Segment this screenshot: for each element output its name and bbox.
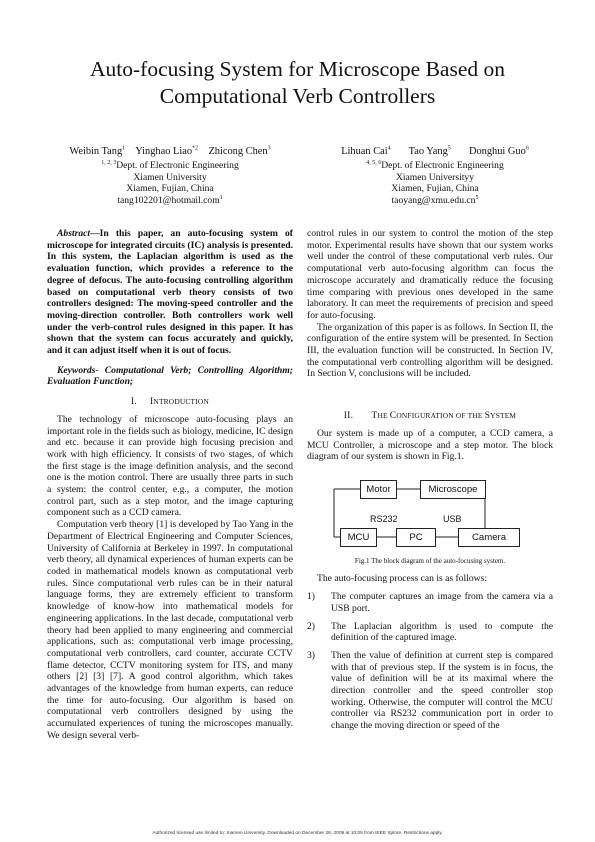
- right-column: [307, 228, 553, 738]
- mcu-box: MCU: [340, 528, 377, 547]
- affiliation-univ: Xiamen Universityy: [395, 171, 475, 183]
- intro-paragraph-1: The technology of microscope auto-focusing plays an important role in the fields such as biology, medicine, IC design and etc. because it can provide high focusing precision and work with high efficiency. It consists of two stages, of which the first stage is the image definition analysis, and the second one is the motion control. There are usually three parts in such a system: the control center, e.g., a computer, the motion control part, such as a step motor, and the image capturing component such as a CCD camera.: [47, 413, 293, 519]
- author-name: Yinghao Liao: [135, 146, 193, 157]
- list-item: 3) Then the value of definition at current step is compared with that of previous step. If the system is in focus, the value of definition will be at its maximal where the direction controller and the speed controller stop working. Otherwise, the computer will control the MCU controller via RS232 communication port in order to change the moving direction or speed of the: [307, 649, 553, 732]
- camera-box: Camera: [458, 528, 520, 547]
- author-name: Donghui Guo: [468, 146, 526, 157]
- config-paragraph: Our system is made up of a computer, a CCD camera, a MCU Controller, a microscope and a step motor. The block diagram of our system is shown in Fig.1.: [307, 427, 553, 463]
- author-name: Weibin Tang: [69, 146, 123, 157]
- list-item: 2) The Laplacian algorithm is used to compute the definition of the captured image.: [307, 620, 553, 644]
- author-block-right: [305, 146, 565, 206]
- author-block-left: [40, 146, 300, 206]
- block-diagram: [330, 469, 530, 553]
- title-line-2: Computational Verb Controllers: [159, 84, 436, 108]
- affiliation-city: Xiamen, Fujian, China: [391, 183, 479, 195]
- affiliation-dept: $^{4, 5, 6}$Dept. of Electronic Engineering: [366, 159, 504, 171]
- ieee-footer: Authorized licensed use limited to: Xiamen University. Downloaded on December 28, 2009 at 10:05 from IEEE Xplore. Restrictions apply.: [152, 831, 443, 836]
- usb-label: USB: [443, 513, 462, 524]
- keywords: Keywords- Computational Verb; Controlling Algorithm; Evaluation Function;: [47, 364, 293, 388]
- right-paragraph-1: control rules in our system to control the motion of the step motor. Experimental results have shown that our system works well under the control of these computational verb rules. Our computational verb auto-focusing algorithm can focus the microscope accurately and dramatically reduce the focusing time comparing with previous ones developed in the same laboratory. It can meet the requirements of precision and speed for auto-focusing.: [307, 228, 553, 321]
- paper-title: [40, 56, 555, 110]
- abstract: Abstract—In this paper, an auto-focusing system of microscope for integrated circuits (IC) analysis is presented. In this system, the Laplacian algorithm is used as the evaluation function, which provides a reference to the degree of defocus. The auto-focusing controlling algorithm based on computational verb theory consists of two controllers designed: The moving-speed controller and the moving-direction controller. Both controllers work well under the verb-control rules designed in this paper. It has shown that the system can focus accurately and quickly, and it can adjust itself when it is out of focus.: [47, 228, 293, 357]
- right-paragraph-2: The organization of this paper is as follows. In Section II, the configuration of the entire system will be presented. In Section III, the evaluation function will be constructed. In Section IV, the computational verb controlling algorithm will be designed. In Section V, conclusions will be included.: [307, 321, 553, 380]
- rs232-label: RS232: [370, 513, 398, 524]
- process-intro: The auto-focusing process can is as follows:: [317, 573, 487, 585]
- author-email: tang102201@hotmail.com$^1$: [117, 194, 223, 206]
- section-heading-configuration: II. THE CONFIGURATION OF THE SYSTEM: [343, 410, 517, 422]
- affiliation-city: Xiamen, Fujian, China: [126, 183, 214, 195]
- figure-caption: Fig.1 The block diagram of the auto-focusing system.: [354, 556, 506, 565]
- list-item: 1) The computer captures an image from the camera via a USB port.: [307, 591, 553, 614]
- pc-box: PC: [396, 528, 436, 547]
- section-heading-introduction: I. INTRODUCTION: [131, 396, 209, 408]
- author-email: $taoyang@xmu.edu.cn^5$: [391, 194, 479, 206]
- left-column: [47, 228, 293, 742]
- title-line-1: Auto-focusing System for Microscope Based on: [90, 57, 505, 81]
- author-name: Tao Yang: [408, 146, 448, 157]
- author-name: Zhicong Chen: [208, 146, 268, 157]
- microscope-box: Microscope: [420, 480, 486, 499]
- affiliation-univ: Xiamen University: [133, 171, 207, 183]
- motor-box: Motor: [360, 480, 397, 499]
- process-steps: [307, 591, 553, 732]
- author-name: Lihuan Cai: [341, 146, 388, 157]
- author-names-left: Weibin Tang$^1$ Yinghao Liao$^{*2}$ Zhicong Chen$^3$: [69, 145, 271, 157]
- affiliation-dept: $^{1, 2, 3}$Dept. of Electronic Engineering: [101, 159, 239, 171]
- author-names-right: Lihuan Cai$^4$ Tao Yang$^5$ Donghui Guo$^6$: [341, 145, 529, 157]
- intro-paragraph-2: Computation verb theory [1] is developed by Tao Yang in the Department of Electrical Engineering and Computer Sciences, University of California at Berkeley in 1997. In computational verb theory, all dynamical experiences of human experts can be coded in mathematical models known as computational verb rules. Since computational verb rules can be in their natural language forms, they are extremely efficient to transform knowledge of know-how into mathematical models for engineering applications. In the last decade, computational verb theory had been applied to many engineering and commercial applications, such as: computational verb image processing, computational verb controllers, card counter, accurate CCTV flame detector, CCTV monitoring system for ITS, and many others [2] [3] [7]. A good control algorithm, which takes advantages of the knowledge from human experts, can reduce the time for auto-focusing. Our algorithm is based on computational verb controllers designed by using the accumulated experiences of tuning the microscopes manually. We design several verb-: [47, 519, 293, 741]
